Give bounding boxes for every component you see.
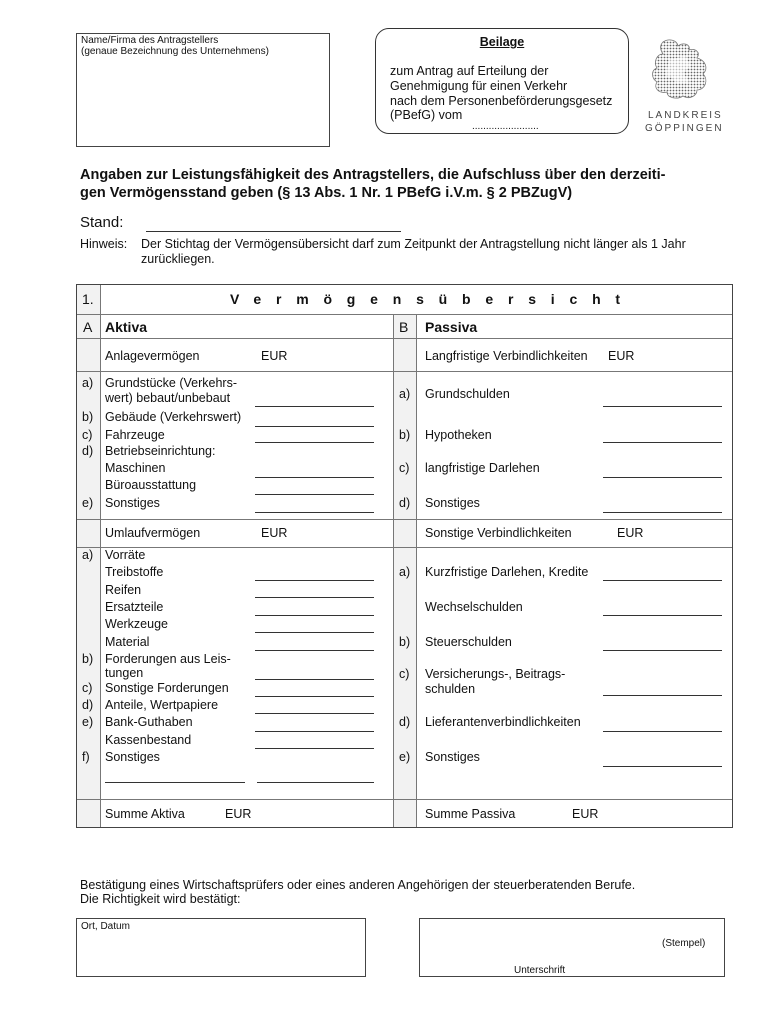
beilage-line-3: nach dem Personenbeförderungsgesetz	[390, 94, 613, 108]
umlauf-label: Umlaufvermögen	[105, 526, 201, 540]
list-item: d)	[399, 715, 411, 729]
stempel-label: (Stempel)	[662, 938, 706, 949]
sonstiges-passiva2-field[interactable]	[603, 766, 722, 767]
gebaeude-field[interactable]	[255, 426, 374, 427]
list-item: Maschinen	[105, 461, 166, 475]
grundstuecke-field[interactable]	[255, 406, 374, 407]
list-item: a)	[399, 387, 411, 401]
sonstiges-aktiva2-field[interactable]	[257, 782, 374, 783]
list-item: Treibstoffe	[105, 565, 164, 579]
list-item: Anteile, Wertpapiere	[105, 698, 219, 712]
list-item: d)	[399, 496, 411, 510]
list-item: b)	[399, 428, 411, 442]
anlage-eur: EUR	[261, 349, 288, 363]
list-item: Material	[105, 635, 150, 649]
maschinen-field[interactable]	[255, 477, 374, 478]
unterschrift-label: Unterschrift	[514, 965, 566, 976]
list-item: Fahrzeuge	[105, 428, 165, 442]
signature-box[interactable]	[419, 918, 725, 977]
kassenbestand-field[interactable]	[255, 748, 374, 749]
confirmation-line-1: Bestätigung eines Wirtschaftsprüfers oder eines anderen Angehörigen der steuerberatenden Berufe.	[80, 878, 636, 892]
page-title-line-1: Angaben zur Leistungsfähigkeit des Antragstellers, die Aufschluss über den derzeiti-	[80, 167, 666, 183]
list-item: Ersatzteile	[105, 600, 164, 614]
hinweis-line-2: zurückliegen.	[141, 252, 215, 266]
list-item: f)	[82, 750, 90, 764]
list-item: Werkzeuge	[105, 617, 168, 631]
list-item: e)	[82, 496, 94, 510]
page-title-line-2: gen Vermögensstand geben (§ 13 Abs. 1 Nr. 1 PBefG i.V.m. § 2 PBZugV)	[80, 185, 573, 201]
list-item: Gebäude (Verkehrswert)	[105, 410, 242, 424]
list-item: e)	[399, 750, 411, 764]
list-item: Kassenbestand	[105, 733, 192, 747]
darlehen-field[interactable]	[603, 477, 722, 478]
logo-line-1: LANDKREIS	[648, 110, 723, 121]
summe-passiva-eur: EUR	[572, 807, 599, 821]
list-item: Betriebseinrichtung:	[105, 444, 216, 458]
list-item: Kurzfristige Darlehen, Kredite	[425, 565, 589, 579]
sonstiges-name-field[interactable]	[105, 782, 245, 783]
versicherungsschulden-field[interactable]	[603, 695, 722, 696]
list-item: a)	[399, 565, 411, 579]
beilage-line-1: zum Antrag auf Erteilung der	[390, 64, 549, 78]
hinweis-label: Hinweis:	[80, 237, 128, 251]
sonstige-forderungen-field[interactable]	[255, 696, 374, 697]
list-item: d)	[82, 444, 94, 458]
ort-datum-box[interactable]	[76, 918, 366, 977]
hypotheken-field[interactable]	[603, 442, 722, 443]
lieferanten-field[interactable]	[603, 731, 722, 732]
beilage-dots: ........................	[472, 121, 539, 132]
list-item: Grundstücke (Verkehrs-	[105, 376, 237, 390]
list-item: c)	[82, 428, 93, 442]
ersatzteile-field[interactable]	[255, 615, 374, 616]
list-item: b)	[399, 635, 411, 649]
ort-datum-label: Ort, Datum	[81, 921, 130, 932]
langfristig-label: Langfristige Verbindlichkeiten	[425, 349, 588, 363]
list-item: c)	[399, 461, 410, 475]
forderungen-field[interactable]	[255, 679, 374, 680]
anlage-label: Anlagevermögen	[105, 349, 200, 363]
werkzeuge-field[interactable]	[255, 632, 374, 633]
list-item: c)	[82, 681, 93, 695]
reifen-field[interactable]	[255, 597, 374, 598]
passiva-title: Passiva	[425, 319, 478, 335]
passiva-letter: B	[399, 319, 409, 335]
list-item: a)	[82, 376, 94, 390]
treibstoffe-field[interactable]	[255, 580, 374, 581]
sonstiges-aktiva1-field[interactable]	[255, 512, 374, 513]
list-item: Versicherungs-, Beitrags-	[425, 667, 566, 681]
list-item: Hypotheken	[425, 428, 492, 442]
section-number: 1.	[82, 291, 94, 307]
summe-aktiva-eur: EUR	[225, 807, 252, 821]
beilage-line-2: Genehmigung für einen Verkehr	[390, 79, 568, 93]
umlauf-eur: EUR	[261, 526, 288, 540]
list-item: Sonstige Forderungen	[105, 681, 229, 695]
list-item: Reifen	[105, 583, 142, 597]
kurzfristige-darlehen-field[interactable]	[603, 580, 722, 581]
hinweis-line-1: Der Stichtag der Vermögensübersicht darf zum Zeitpunkt der Antragstellung nicht länger als 1 Jahr	[141, 237, 686, 251]
list-item: Sonstiges	[105, 496, 160, 510]
summe-aktiva-label: Summe Aktiva	[105, 807, 185, 821]
list-item: a)	[82, 548, 94, 562]
steuerschulden-field[interactable]	[603, 650, 722, 651]
list-item: c)	[399, 667, 410, 681]
list-item: Wechselschulden	[425, 600, 523, 614]
list-item: Bank-Guthaben	[105, 715, 193, 729]
applicant-label-2: (genaue Bezeichnung des Unternehmens)	[81, 46, 269, 57]
list-item: b)	[82, 652, 94, 666]
list-item: langfristige Darlehen	[425, 461, 540, 475]
beilage-box	[375, 28, 629, 134]
beilage-line-4: (PBefG) vom	[390, 108, 463, 122]
applicant-label-1: Name/Firma des Antragstellers	[81, 35, 219, 46]
list-item: Büroausstattung	[105, 478, 197, 492]
list-item: Forderungen aus Leis-	[105, 652, 231, 666]
list-item: schulden	[425, 682, 476, 696]
sonstige-verb-eur: EUR	[617, 526, 644, 540]
summe-passiva-label: Summe Passiva	[425, 807, 516, 821]
logo-line-2: GÖPPINGEN	[645, 123, 724, 134]
material-field[interactable]	[255, 650, 374, 651]
applicant-box[interactable]	[76, 33, 330, 147]
vermoegens-table	[76, 284, 733, 828]
grundschulden-field[interactable]	[603, 406, 722, 407]
aktiva-letter: A	[83, 319, 93, 335]
sonstige-verb-label: Sonstige Verbindlichkeiten	[425, 526, 572, 540]
list-item: tungen	[105, 666, 144, 680]
bank-guthaben-field[interactable]	[255, 731, 374, 732]
list-item: Sonstiges	[105, 750, 160, 764]
list-item: Sonstiges	[425, 750, 480, 764]
table-title: Vermögensübersicht	[230, 291, 635, 307]
beilage-title: Beilage	[479, 35, 525, 49]
aktiva-title: Aktiva	[105, 319, 148, 335]
list-item: Lieferantenverbindlichkeiten	[425, 715, 581, 729]
wertpapiere-field[interactable]	[255, 713, 374, 714]
bueroausstattung-field[interactable]	[255, 494, 374, 495]
list-item: Sonstiges	[425, 496, 480, 510]
list-item: d)	[82, 698, 94, 712]
list-item: e)	[82, 715, 94, 729]
list-item: Steuerschulden	[425, 635, 512, 649]
fahrzeuge-field[interactable]	[255, 442, 374, 443]
list-item: Vorräte	[105, 548, 146, 562]
langfristig-eur: EUR	[608, 349, 635, 363]
list-item: wert) bebaut/unbebaut	[105, 391, 231, 405]
confirmation-line-2: Die Richtigkeit wird bestätigt:	[80, 892, 241, 906]
list-item: Grundschulden	[425, 387, 510, 401]
lion-crest-icon	[645, 38, 715, 100]
sonstiges-passiva1-field[interactable]	[603, 512, 722, 513]
stand-field[interactable]	[146, 231, 401, 232]
list-item: b)	[82, 410, 94, 424]
wechselschulden-field[interactable]	[603, 615, 722, 616]
stand-label: Stand:	[80, 214, 124, 231]
